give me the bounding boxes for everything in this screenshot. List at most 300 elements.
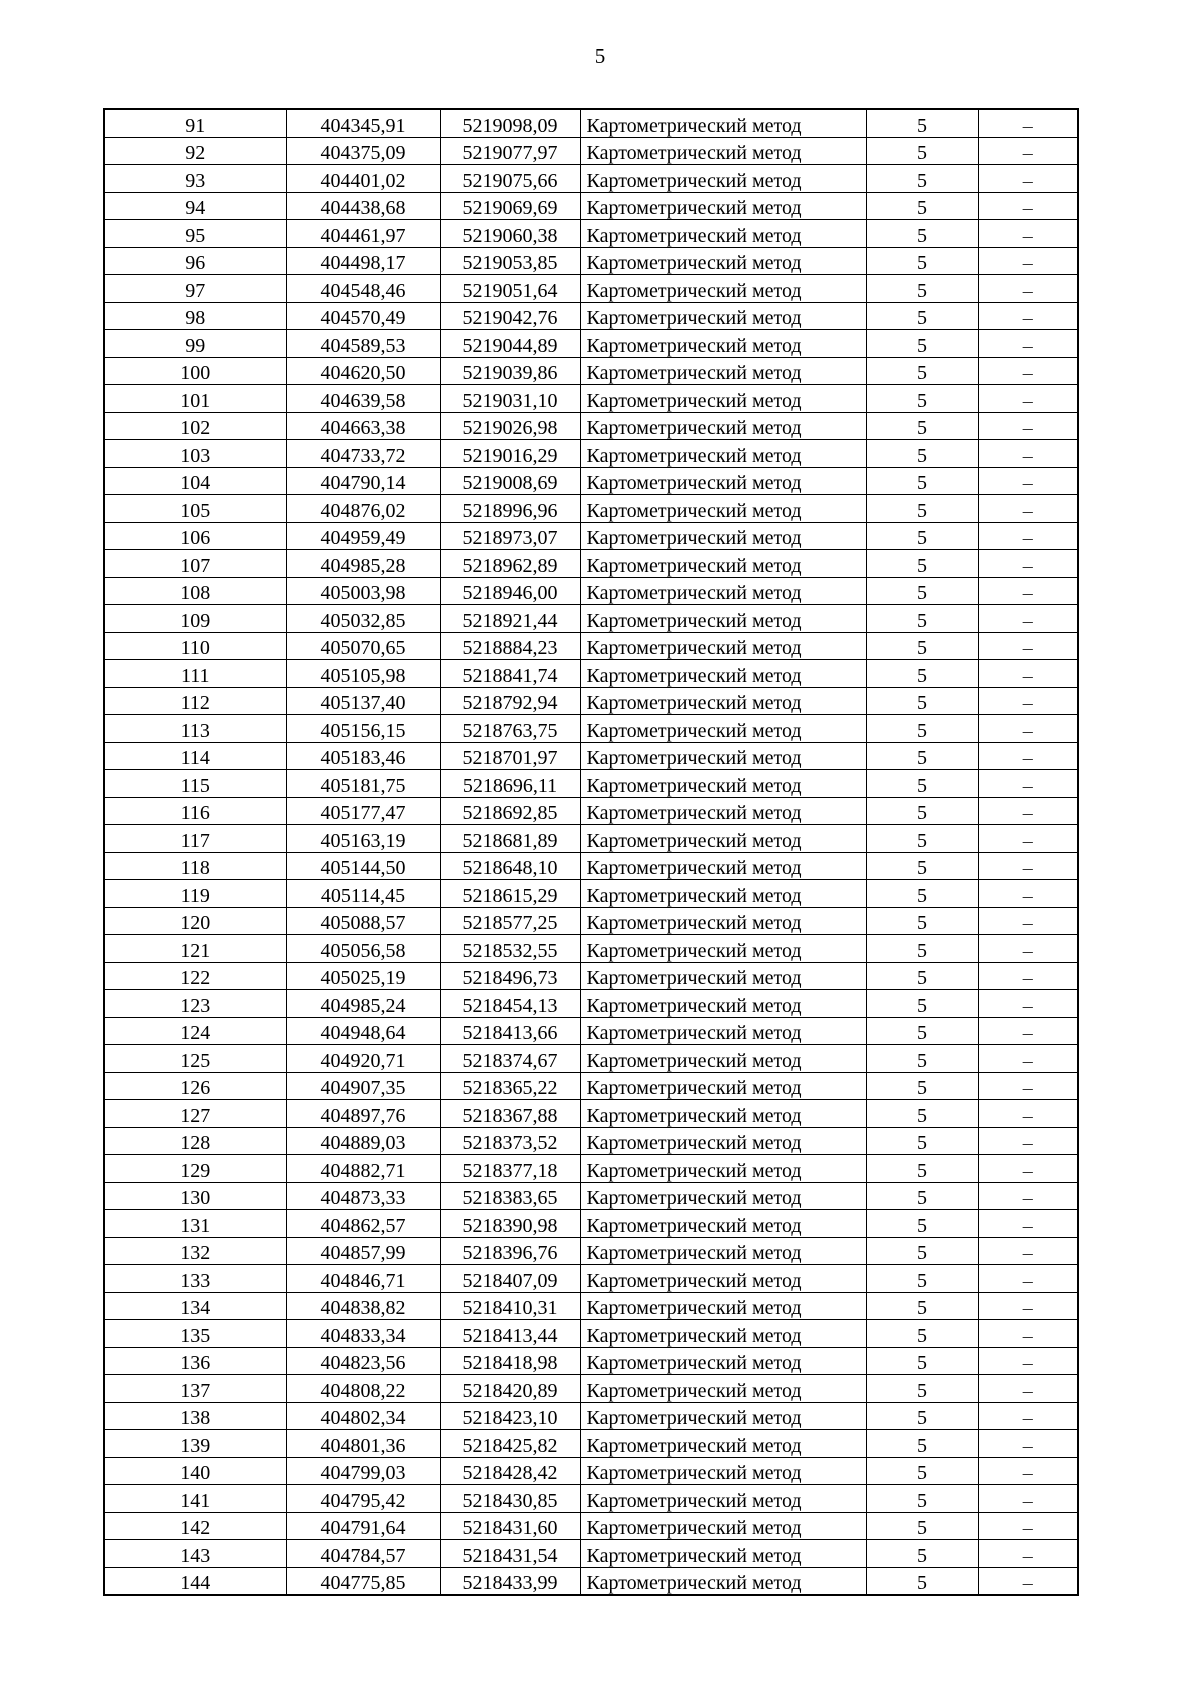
accuracy-cell: 5 [866,1485,978,1513]
description-cell: – [978,467,1078,495]
description-cell: – [978,385,1078,413]
coordinate-y-cell: 5218973,07 [440,522,580,550]
method-cell: Картометрический метод [580,550,866,578]
method-cell: Картометрический метод [580,1072,866,1100]
point-number-cell: 129 [104,1155,286,1183]
accuracy-cell: 5 [866,907,978,935]
method-cell: Картометрический метод [580,1292,866,1320]
description-cell: – [978,302,1078,330]
point-number-cell: 138 [104,1402,286,1430]
coordinate-x-cell: 404985,28 [286,550,440,578]
coordinate-x-cell: 405163,19 [286,825,440,853]
table-row [104,1512,1078,1540]
method-cell: Картометрический метод [580,1210,866,1238]
accuracy-cell: 5 [866,1567,978,1595]
table-row [104,825,1078,853]
table-row [104,577,1078,605]
accuracy-cell: 5 [866,852,978,880]
point-number-cell: 116 [104,797,286,825]
method-cell: Картометрический метод [580,1100,866,1128]
point-number-cell: 142 [104,1512,286,1540]
description-cell: – [978,907,1078,935]
description-cell: – [978,1430,1078,1458]
table-row [104,1402,1078,1430]
accuracy-cell: 5 [866,797,978,825]
accuracy-cell: 5 [866,109,978,137]
coordinate-y-cell: 5218430,85 [440,1485,580,1513]
description-cell: – [978,109,1078,137]
coordinate-y-cell: 5219051,64 [440,275,580,303]
coordinate-y-cell: 5218418,98 [440,1347,580,1375]
coordinate-y-cell: 5218615,29 [440,880,580,908]
coordinates-table [103,108,1079,1596]
coordinate-x-cell: 404775,85 [286,1567,440,1595]
point-number-cell: 98 [104,302,286,330]
point-number-cell: 108 [104,577,286,605]
coordinate-x-cell: 404907,35 [286,1072,440,1100]
method-cell: Картометрический метод [580,715,866,743]
point-number-cell: 103 [104,440,286,468]
accuracy-cell: 5 [866,605,978,633]
table-row [104,1430,1078,1458]
accuracy-cell: 5 [866,1182,978,1210]
description-cell: – [978,1127,1078,1155]
table-row [104,220,1078,248]
accuracy-cell: 5 [866,935,978,963]
coordinate-x-cell: 404808,22 [286,1375,440,1403]
accuracy-cell: 5 [866,137,978,165]
description-cell: – [978,1540,1078,1568]
description-cell: – [978,330,1078,358]
description-cell: – [978,1182,1078,1210]
coordinate-x-cell: 404802,34 [286,1402,440,1430]
point-number-cell: 132 [104,1237,286,1265]
coordinate-y-cell: 5218383,65 [440,1182,580,1210]
accuracy-cell: 5 [866,1072,978,1100]
accuracy-cell: 5 [866,1100,978,1128]
table-row [104,109,1078,137]
point-number-cell: 93 [104,165,286,193]
accuracy-cell: 5 [866,825,978,853]
point-number-cell: 112 [104,687,286,715]
accuracy-cell: 5 [866,632,978,660]
method-cell: Картометрический метод [580,109,866,137]
accuracy-cell: 5 [866,522,978,550]
coordinate-x-cell: 404438,68 [286,192,440,220]
point-number-cell: 121 [104,935,286,963]
coordinate-x-cell: 404985,24 [286,990,440,1018]
description-cell: – [978,357,1078,385]
accuracy-cell: 5 [866,1375,978,1403]
accuracy-cell: 5 [866,1017,978,1045]
description-cell: – [978,550,1078,578]
coordinate-y-cell: 5218374,67 [440,1045,580,1073]
coordinate-y-cell: 5218431,60 [440,1512,580,1540]
point-number-cell: 94 [104,192,286,220]
coordinate-y-cell: 5219077,97 [440,137,580,165]
table-row [104,770,1078,798]
accuracy-cell: 5 [866,440,978,468]
coordinate-x-cell: 404948,64 [286,1017,440,1045]
coordinate-y-cell: 5219016,29 [440,440,580,468]
coordinate-x-cell: 404838,82 [286,1292,440,1320]
method-cell: Картометрический метод [580,907,866,935]
coordinate-x-cell: 404663,38 [286,412,440,440]
point-number-cell: 133 [104,1265,286,1293]
description-cell: – [978,1155,1078,1183]
description-cell: – [978,880,1078,908]
coordinate-x-cell: 405032,85 [286,605,440,633]
description-cell: – [978,660,1078,688]
description-cell: – [978,605,1078,633]
accuracy-cell: 5 [866,1155,978,1183]
point-number-cell: 139 [104,1430,286,1458]
coordinate-y-cell: 5219098,09 [440,109,580,137]
point-number-cell: 91 [104,109,286,137]
method-cell: Картометрический метод [580,467,866,495]
method-cell: Картометрический метод [580,220,866,248]
accuracy-cell: 5 [866,385,978,413]
coordinate-y-cell: 5218413,44 [440,1320,580,1348]
coordinate-x-cell: 405144,50 [286,852,440,880]
table-row [104,1017,1078,1045]
accuracy-cell: 5 [866,660,978,688]
accuracy-cell: 5 [866,1540,978,1568]
accuracy-cell: 5 [866,880,978,908]
point-number-cell: 118 [104,852,286,880]
method-cell: Картометрический метод [580,1237,866,1265]
coordinate-x-cell: 404784,57 [286,1540,440,1568]
table-row [104,1237,1078,1265]
point-number-cell: 127 [104,1100,286,1128]
description-cell: – [978,770,1078,798]
coordinate-x-cell: 404589,53 [286,330,440,358]
coordinate-x-cell: 404846,71 [286,1265,440,1293]
coordinate-y-cell: 5219069,69 [440,192,580,220]
method-cell: Картометрический метод [580,962,866,990]
method-cell: Картометрический метод [580,1320,866,1348]
coordinate-y-cell: 5218532,55 [440,935,580,963]
accuracy-cell: 5 [866,550,978,578]
table-row [104,715,1078,743]
coordinate-x-cell: 404733,72 [286,440,440,468]
method-cell: Картометрический метод [580,660,866,688]
table-row [104,687,1078,715]
coordinate-y-cell: 5218431,54 [440,1540,580,1568]
accuracy-cell: 5 [866,467,978,495]
coordinate-x-cell: 405156,15 [286,715,440,743]
point-number-cell: 113 [104,715,286,743]
coordinate-y-cell: 5218648,10 [440,852,580,880]
coordinate-x-cell: 404375,09 [286,137,440,165]
coordinate-x-cell: 404823,56 [286,1347,440,1375]
description-cell: – [978,1100,1078,1128]
method-cell: Картометрический метод [580,990,866,1018]
method-cell: Картометрический метод [580,632,866,660]
coordinate-y-cell: 5219075,66 [440,165,580,193]
description-cell: – [978,1320,1078,1348]
accuracy-cell: 5 [866,1457,978,1485]
table-body [104,109,1078,1595]
coordinate-x-cell: 404461,97 [286,220,440,248]
method-cell: Картометрический метод [580,1017,866,1045]
point-number-cell: 140 [104,1457,286,1485]
coordinate-y-cell: 5218496,73 [440,962,580,990]
point-number-cell: 128 [104,1127,286,1155]
coordinate-x-cell: 405105,98 [286,660,440,688]
table-row [104,412,1078,440]
coordinate-y-cell: 5218410,31 [440,1292,580,1320]
method-cell: Картометрический метод [580,1430,866,1458]
accuracy-cell: 5 [866,495,978,523]
coordinate-y-cell: 5218390,98 [440,1210,580,1238]
method-cell: Картометрический метод [580,1457,866,1485]
accuracy-cell: 5 [866,990,978,1018]
method-cell: Картометрический метод [580,330,866,358]
table-row [104,990,1078,1018]
method-cell: Картометрический метод [580,302,866,330]
description-cell: – [978,220,1078,248]
point-number-cell: 106 [104,522,286,550]
method-cell: Картометрический метод [580,1265,866,1293]
point-number-cell: 102 [104,412,286,440]
method-cell: Картометрический метод [580,1402,866,1430]
coordinate-x-cell: 404833,34 [286,1320,440,1348]
point-number-cell: 110 [104,632,286,660]
table-row [104,1045,1078,1073]
point-number-cell: 134 [104,1292,286,1320]
coordinate-y-cell: 5218433,99 [440,1567,580,1595]
coordinate-y-cell: 5218681,89 [440,825,580,853]
point-number-cell: 135 [104,1320,286,1348]
accuracy-cell: 5 [866,1430,978,1458]
method-cell: Картометрический метод [580,852,866,880]
table-row [104,797,1078,825]
coordinate-y-cell: 5218996,96 [440,495,580,523]
table-row [104,1100,1078,1128]
table-row [104,1375,1078,1403]
method-cell: Картометрический метод [580,1347,866,1375]
point-number-cell: 136 [104,1347,286,1375]
method-cell: Картометрический метод [580,605,866,633]
table-row [104,302,1078,330]
table-row [104,1210,1078,1238]
coordinate-y-cell: 5218701,97 [440,742,580,770]
table-row [104,467,1078,495]
description-cell: – [978,1292,1078,1320]
table-row [104,852,1078,880]
point-number-cell: 123 [104,990,286,1018]
coordinate-y-cell: 5218763,75 [440,715,580,743]
coordinate-y-cell: 5218425,82 [440,1430,580,1458]
method-cell: Картометрический метод [580,1155,866,1183]
coordinate-x-cell: 405003,98 [286,577,440,605]
method-cell: Картометрический метод [580,770,866,798]
accuracy-cell: 5 [866,1127,978,1155]
coordinate-x-cell: 404345,91 [286,109,440,137]
description-cell: – [978,962,1078,990]
method-cell: Картометрический метод [580,495,866,523]
description-cell: – [978,715,1078,743]
description-cell: – [978,852,1078,880]
coordinate-x-cell: 404498,17 [286,247,440,275]
table-row [104,440,1078,468]
accuracy-cell: 5 [866,1045,978,1073]
point-number-cell: 131 [104,1210,286,1238]
coordinate-y-cell: 5218841,74 [440,660,580,688]
accuracy-cell: 5 [866,1320,978,1348]
coordinate-y-cell: 5218367,88 [440,1100,580,1128]
accuracy-cell: 5 [866,192,978,220]
point-number-cell: 101 [104,385,286,413]
accuracy-cell: 5 [866,1265,978,1293]
point-number-cell: 124 [104,1017,286,1045]
description-cell: – [978,495,1078,523]
table-row [104,742,1078,770]
table-row [104,1127,1078,1155]
accuracy-cell: 5 [866,1210,978,1238]
table-row [104,330,1078,358]
table-row [104,247,1078,275]
accuracy-cell: 5 [866,165,978,193]
point-number-cell: 114 [104,742,286,770]
point-number-cell: 111 [104,660,286,688]
accuracy-cell: 5 [866,1347,978,1375]
method-cell: Картометрический метод [580,522,866,550]
description-cell: – [978,1402,1078,1430]
point-number-cell: 99 [104,330,286,358]
point-number-cell: 96 [104,247,286,275]
coordinate-y-cell: 5219039,86 [440,357,580,385]
accuracy-cell: 5 [866,577,978,605]
coordinate-x-cell: 404790,14 [286,467,440,495]
accuracy-cell: 5 [866,220,978,248]
table-row [104,962,1078,990]
point-number-cell: 92 [104,137,286,165]
description-cell: – [978,1375,1078,1403]
table-row [104,1347,1078,1375]
coordinate-x-cell: 404920,71 [286,1045,440,1073]
method-cell: Картометрический метод [580,1045,866,1073]
coordinate-x-cell: 404801,36 [286,1430,440,1458]
point-number-cell: 144 [104,1567,286,1595]
method-cell: Картометрический метод [580,797,866,825]
method-cell: Картометрический метод [580,825,866,853]
point-number-cell: 143 [104,1540,286,1568]
method-cell: Картометрический метод [580,1512,866,1540]
point-number-cell: 115 [104,770,286,798]
description-cell: – [978,1512,1078,1540]
description-cell: – [978,1347,1078,1375]
table-row [104,495,1078,523]
coordinate-x-cell: 405177,47 [286,797,440,825]
coordinate-y-cell: 5218407,09 [440,1265,580,1293]
method-cell: Картометрический метод [580,935,866,963]
description-cell: – [978,742,1078,770]
table-row [104,192,1078,220]
coordinate-x-cell: 404639,58 [286,385,440,413]
point-number-cell: 117 [104,825,286,853]
point-number-cell: 141 [104,1485,286,1513]
coordinate-y-cell: 5218884,23 [440,632,580,660]
coordinate-x-cell: 404548,46 [286,275,440,303]
table-row [104,907,1078,935]
table-row [104,357,1078,385]
coordinate-x-cell: 404897,76 [286,1100,440,1128]
method-cell: Картометрический метод [580,192,866,220]
coordinate-x-cell: 404795,42 [286,1485,440,1513]
coordinate-y-cell: 5219053,85 [440,247,580,275]
table-row [104,275,1078,303]
coordinate-x-cell: 405183,46 [286,742,440,770]
accuracy-cell: 5 [866,275,978,303]
coordinate-x-cell: 404889,03 [286,1127,440,1155]
accuracy-cell: 5 [866,687,978,715]
table-row [104,605,1078,633]
coordinate-y-cell: 5218792,94 [440,687,580,715]
coordinate-x-cell: 405114,45 [286,880,440,908]
coordinate-y-cell: 5219031,10 [440,385,580,413]
point-number-cell: 107 [104,550,286,578]
description-cell: – [978,1457,1078,1485]
coordinate-x-cell: 404570,49 [286,302,440,330]
point-number-cell: 120 [104,907,286,935]
coordinate-x-cell: 404873,33 [286,1182,440,1210]
coordinate-y-cell: 5219008,69 [440,467,580,495]
table-row [104,165,1078,193]
accuracy-cell: 5 [866,1402,978,1430]
point-number-cell: 109 [104,605,286,633]
description-cell: – [978,137,1078,165]
coordinate-x-cell: 405070,65 [286,632,440,660]
method-cell: Картометрический метод [580,247,866,275]
description-cell: – [978,687,1078,715]
coordinate-x-cell: 404959,49 [286,522,440,550]
description-cell: – [978,1210,1078,1238]
accuracy-cell: 5 [866,302,978,330]
description-cell: – [978,247,1078,275]
coordinate-y-cell: 5218454,13 [440,990,580,1018]
accuracy-cell: 5 [866,962,978,990]
description-cell: – [978,1567,1078,1595]
description-cell: – [978,935,1078,963]
description-cell: – [978,522,1078,550]
accuracy-cell: 5 [866,330,978,358]
table-row [104,522,1078,550]
table-row [104,1265,1078,1293]
method-cell: Картометрический метод [580,275,866,303]
description-cell: – [978,412,1078,440]
accuracy-cell: 5 [866,1512,978,1540]
method-cell: Картометрический метод [580,165,866,193]
coordinate-y-cell: 5218365,22 [440,1072,580,1100]
method-cell: Картометрический метод [580,385,866,413]
method-cell: Картометрический метод [580,687,866,715]
description-cell: – [978,440,1078,468]
description-cell: – [978,632,1078,660]
point-number-cell: 97 [104,275,286,303]
coordinate-y-cell: 5218396,76 [440,1237,580,1265]
coordinate-y-cell: 5218946,00 [440,577,580,605]
coordinate-y-cell: 5218921,44 [440,605,580,633]
table-row [104,385,1078,413]
method-cell: Картометрический метод [580,1567,866,1595]
description-cell: – [978,1485,1078,1513]
description-cell: – [978,1017,1078,1045]
page-number: 5 [594,44,606,68]
coordinate-y-cell: 5218577,25 [440,907,580,935]
accuracy-cell: 5 [866,1237,978,1265]
